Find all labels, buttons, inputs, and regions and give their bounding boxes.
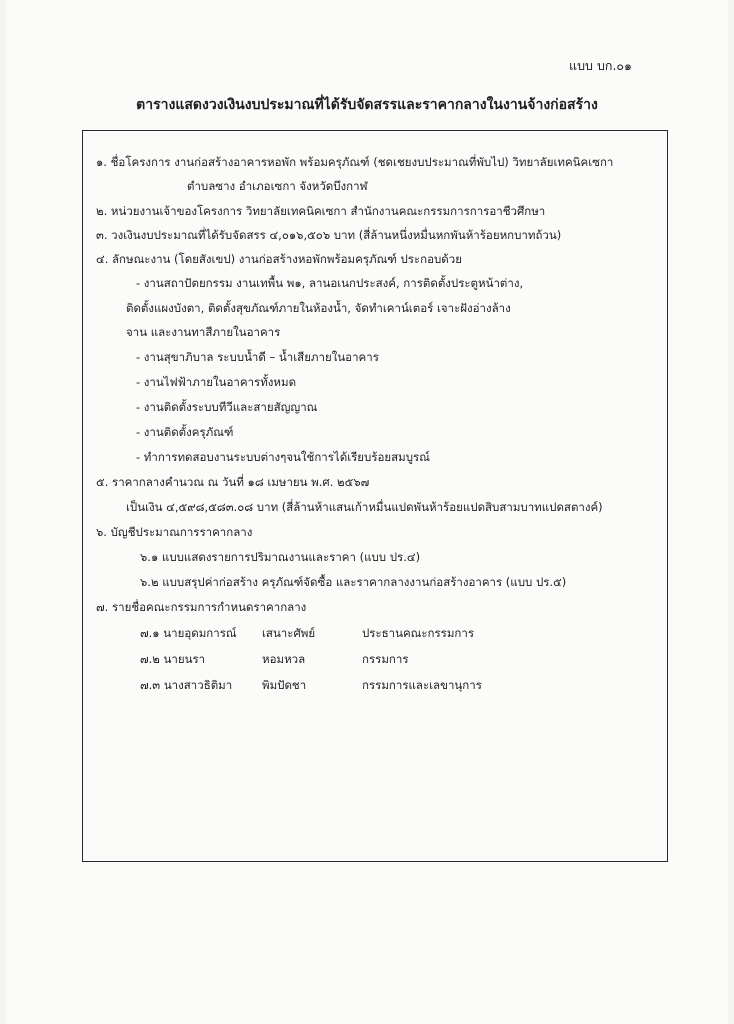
document-title: ตารางแสดงวงเงินงบประมาณที่ได้รับจัดสรรและราคากลางในงานจ้างก่อสร้าง <box>136 97 598 113</box>
member-role: กรรมการ <box>362 652 409 666</box>
project-owner: ๒. หน่วยงานเจ้าของโครงการ วิทยาลัยเทคนิคเซกา สำนักงานคณะกรรมการการอาชีวศึกษา <box>96 204 546 218</box>
work-description-heading: ๔. ลักษณะงาน (โดยสังเขป) งานก่อสร้างหอพักพร้อมครุภัณฑ์ ประกอบด้วย <box>96 252 462 266</box>
work-item-architecture-cont1: ติดตั้งแผงบังตา, ติดตั้งสุขภัณฑ์ภายในห้องน้ำ, จัดทำเคาน์เตอร์ เจาะฝังอ่างล้าง <box>126 301 511 315</box>
member-role: กรรมการและเลขานุการ <box>362 678 482 692</box>
work-item-sanitary: - งานสุขาภิบาล ระบบน้ำดี – น้ำเสียภายในอาคาร <box>136 350 379 364</box>
work-item-architecture-cont2: จาน และงานทาสีภายในอาคาร <box>126 325 281 339</box>
budget-amount: ๓. วงเงินงบประมาณที่ได้รับจัดสรร ๔,๐๑๖,๕๐๖ บาท (สี่ล้านหนึ่งหมื่นหกพันห้าร้อยหกบาทถ้วน) <box>96 228 562 242</box>
project-name-line2: ตำบลซาง อำเภอเซกา จังหวัดบึงกาฬ <box>187 179 368 193</box>
member-role: ประธานคณะกรรมการ <box>362 626 475 640</box>
work-item-electrical: - งานไฟฟ้าภายในอาคารทั้งหมด <box>136 375 297 389</box>
estimate-item-2: ๖.๒ แบบสรุปค่าก่อสร้าง ครุภัณฑ์จัดซื้อ และราคากลางงานก่อสร้างอาคาร (แบบ ปร.๕) <box>140 575 567 589</box>
work-item-testing: - ทำการทดสอบงานระบบต่างๆจนใช้การได้เรียบร้อยสมบูรณ์ <box>136 450 430 464</box>
member-name: ๗.๑ นายอุดมการณ์ <box>140 626 237 640</box>
member-name: ๗.๒ นายนรา <box>140 652 206 666</box>
member-surname: หอมหวล <box>262 652 306 666</box>
committee-heading: ๗. รายชื่อคณะกรรมการกำหนดราคากลาง <box>96 600 307 614</box>
project-name-line1: ๑. ชื่อโครงการ งานก่อสร้างอาคารหอพัก พร้อมครุภัณฑ์ (ชดเชยงบประมาณที่พับไป) วิทยาลัยเทคนิคเซกา <box>96 155 614 169</box>
estimate-list-heading: ๖. บัญชีประมาณการราคากลาง <box>96 525 253 539</box>
median-price-date: ๕. ราคากลางคำนวณ ณ วันที่ ๑๘ เมษายน พ.ศ. ๒๕๖๗ <box>96 475 370 489</box>
member-surname: พิมปัดชา <box>262 678 307 692</box>
member-surname: เสนาะศัพย์ <box>262 626 316 640</box>
member-name: ๗.๓ นางสาวธิติมา <box>140 678 233 692</box>
document-page <box>6 0 728 1024</box>
form-code: แบบ บก.๐๑ <box>569 58 632 73</box>
work-item-architecture: - งานสถาปัตยกรรม งานเทพื้น พ๑, ลานอเนกประสงค์, การติดตั้งประตูหน้าต่าง, <box>136 276 524 290</box>
work-item-tv-system: - งานติดตั้งระบบทีวีและสายสัญญาณ <box>136 400 318 414</box>
work-item-furniture: - งานติดตั้งครุภัณฑ์ <box>136 425 234 439</box>
estimate-item-1: ๖.๑ แบบแสดงรายการปริมาณงานและราคา (แบบ ปร.๔) <box>140 550 421 564</box>
median-price-amount: เป็นเงิน ๔,๕๙๘,๕๘๓.๐๘ บาท (สี่ล้านห้าแสนเก้าหมื่นแปดพันห้าร้อยแปดสิบสามบาทแปดสตางค์) <box>126 500 603 514</box>
